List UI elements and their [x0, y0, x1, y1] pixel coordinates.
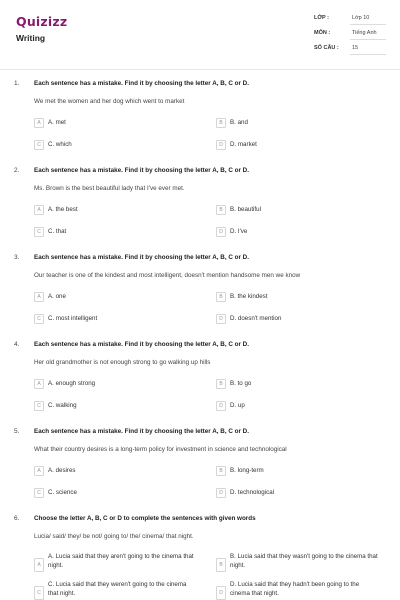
question-4 — [14, 341, 390, 421]
option-letter-box: B — [216, 205, 226, 215]
option-letter-box: A — [34, 558, 44, 572]
question-number: 2. — [14, 167, 20, 174]
question-2 — [14, 167, 390, 247]
question-number: 3. — [14, 254, 20, 261]
question-instruction: Each sentence has a mistake. Find it by choosing the letter A, B, C or D. — [34, 428, 249, 435]
question-instruction: Choose the letter A, B, C or D to complete the sentences with given words — [34, 515, 256, 522]
question-stem: We met the women and her dog which went to market — [34, 98, 185, 105]
option-text: D. doesn't mention — [230, 315, 282, 322]
option-text: D. I've — [230, 228, 248, 235]
option-text: D. up — [230, 402, 245, 409]
option-text: B. Lucia said that they wasn't going to the cinema that night. — [230, 553, 378, 569]
option-text: A. one — [48, 293, 66, 300]
option-text: A. met — [48, 119, 66, 126]
question-number: 1. — [14, 80, 20, 87]
worksheet-title: Writing — [16, 33, 46, 43]
question-3 — [14, 254, 390, 334]
option-text: B. long-term — [230, 467, 264, 474]
option-letter-box: C — [34, 488, 44, 498]
meta-value: Tiếng Anh — [350, 27, 386, 40]
option-d[interactable] — [216, 580, 386, 600]
option-letter-box: A — [34, 466, 44, 476]
meta-row-subject — [314, 27, 386, 42]
question-instruction: Each sentence has a mistake. Find it by choosing the letter A, B, C or D. — [34, 80, 249, 87]
question-stem: What their country desires is a long-term policy for investment in science and technological — [34, 446, 287, 453]
option-b[interactable] — [216, 552, 386, 572]
option-letter-box: C — [34, 227, 44, 237]
option-letter-box: C — [34, 401, 44, 411]
question-stem: Ms. Brown is the best beautiful lady that I've ever met. — [34, 185, 185, 192]
option-letter-box: D — [216, 140, 226, 150]
option-text: D. Lucia said that they hadn't been going to the cinema that night. — [230, 581, 360, 597]
meta-label: SỐ CÂU : — [314, 45, 339, 51]
option-text: C. walking — [48, 402, 77, 409]
option-text: B. beautiful — [230, 206, 261, 213]
option-text: C. most intelligent — [48, 315, 98, 322]
option-letter-box: D — [216, 586, 226, 600]
question-instruction: Each sentence has a mistake. Find it by choosing the letter A, B, C or D. — [34, 254, 249, 261]
question-5 — [14, 428, 390, 508]
question-stem: Our teacher is one of the kindest and most intelligent, doesn't mention handsome men we know — [34, 272, 301, 279]
option-text: A. Lucia said that they aren't going to the cinema that night. — [48, 553, 194, 569]
option-letter-box: A — [34, 379, 44, 389]
meta-label: MÔN : — [314, 30, 331, 36]
option-a[interactable] — [34, 552, 204, 572]
question-number: 5. — [14, 428, 20, 435]
option-text: A. enough strong — [48, 380, 96, 387]
option-letter-box: D — [216, 488, 226, 498]
meta-value: 15 — [350, 42, 386, 55]
meta-row-grade — [314, 12, 386, 27]
meta-row-question-count — [314, 42, 386, 57]
option-text: C. that — [48, 228, 67, 235]
question-instruction: Each sentence has a mistake. Find it by choosing the letter A, B, C or D. — [34, 341, 249, 348]
option-letter-box: D — [216, 227, 226, 237]
meta-value: Lớp 10 — [350, 12, 386, 25]
option-text: C. science — [48, 489, 77, 496]
option-text: D. technological — [230, 489, 275, 496]
option-letter-box: D — [216, 314, 226, 324]
option-c[interactable] — [34, 580, 204, 600]
option-letter-box: B — [216, 379, 226, 389]
option-letter-box: A — [34, 292, 44, 302]
question-6 — [14, 515, 390, 600]
option-letter-box: B — [216, 118, 226, 128]
option-letter-box: A — [34, 205, 44, 215]
option-letter-box: D — [216, 401, 226, 411]
option-text: A. desires — [48, 467, 76, 474]
question-number: 6. — [14, 515, 20, 522]
option-text: D. market — [230, 141, 257, 148]
meta-label: LỚP : — [314, 15, 329, 21]
option-letter-box: C — [34, 586, 44, 600]
option-text: B. and — [230, 119, 248, 126]
header-divider — [0, 69, 400, 70]
option-letter-box: C — [34, 314, 44, 324]
option-letter-box: C — [34, 140, 44, 150]
option-letter-box: B — [216, 466, 226, 476]
quizizz-logo: Quizizz — [16, 14, 68, 29]
worksheet-header — [0, 0, 400, 66]
option-text: B. to go — [230, 380, 252, 387]
worksheet-meta — [314, 12, 386, 57]
option-letter-box: B — [216, 292, 226, 302]
option-text: C. Lucia said that they weren't going to the cinema that night. — [48, 581, 187, 597]
question-instruction: Each sentence has a mistake. Find it by choosing the letter A, B, C or D. — [34, 167, 249, 174]
question-number: 4. — [14, 341, 20, 348]
question-1 — [14, 80, 390, 160]
option-text: B. the kindest — [230, 293, 268, 300]
question-stem: Lucia/ said/ they/ be not/ going to/ the/ cinema/ that night. — [34, 533, 194, 540]
option-letter-box: B — [216, 558, 226, 572]
option-letter-box: A — [34, 118, 44, 128]
option-text: A. the best — [48, 206, 78, 213]
question-stem: Her old grandmother is not enough strong to go walking up hills — [34, 359, 211, 366]
option-text: C. which — [48, 141, 72, 148]
